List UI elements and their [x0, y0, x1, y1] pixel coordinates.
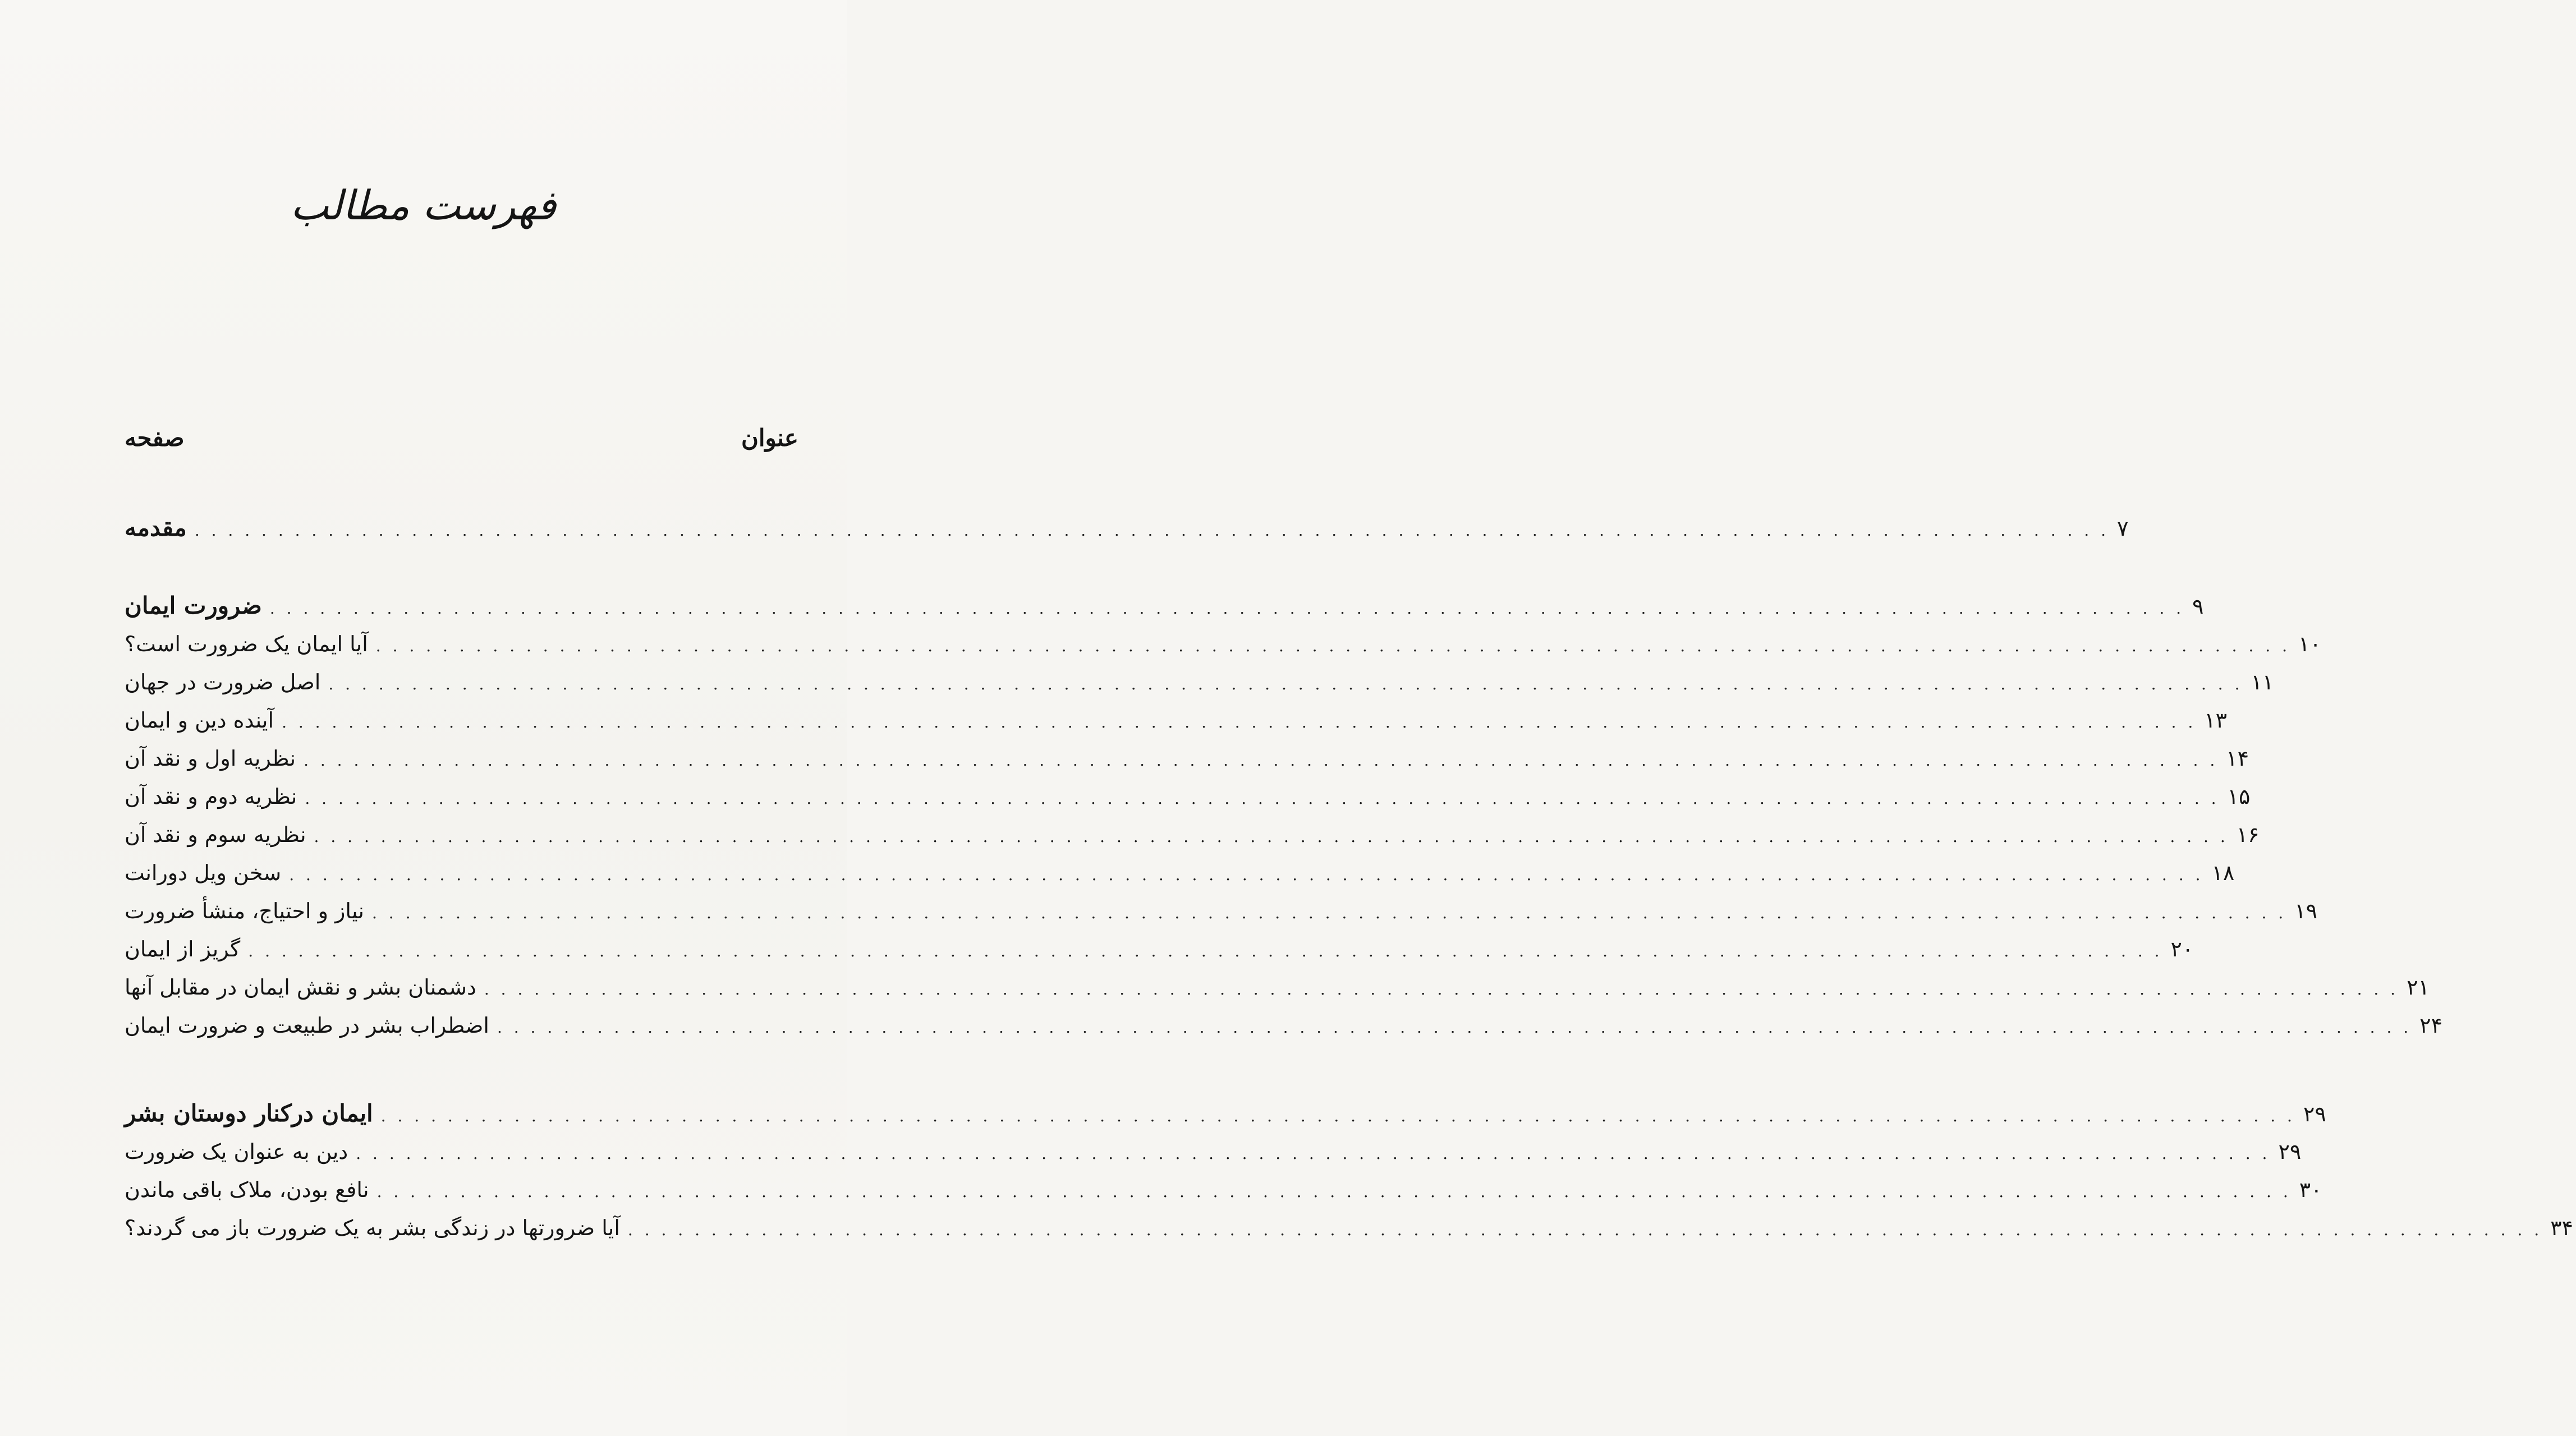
entry-page-number: ۷ [2117, 516, 2129, 541]
toc-entry [125, 1097, 2326, 1130]
toc-entry [125, 628, 2321, 660]
entry-page-number: ۳۴ [2550, 1216, 2573, 1240]
entry-page-number: ۱۴ [2226, 746, 2249, 771]
entry-title: گریز از ایمان [125, 937, 241, 961]
page-title: فهرست مطالب [290, 182, 557, 229]
toc-entry [125, 704, 2228, 737]
entry-title: نظریه دوم و نقد آن [125, 784, 297, 809]
toc-entry [125, 818, 2260, 851]
leader-dots: . . . . . . . . . . . . . . . . . . . . . . . . . . . . . . . . . . . . . . . . . . . . . . . . . . . . . . . . . . . . . . . . . . . . . . . . . . . . . . . . . . . . . . . . . . . . . . . . . . . . . . . . . . . . . . . . . . . [356, 1144, 2271, 1163]
entry-page-number: ۱۸ [2211, 860, 2235, 885]
entry-title: آیا ضرورتها در زندگی بشر به یک ضرورت باز می گردند؟ [125, 1216, 620, 1240]
entry-title: دین به عنوان یک ضرورت [125, 1139, 348, 1164]
toc-entry [125, 780, 2251, 813]
entry-page-number: ۲۴ [2419, 1013, 2442, 1038]
entry-title: اضطراب بشر در طبیعت و ضرورت ایمان [125, 1013, 489, 1038]
entry-title: دشمنان بشر و نقش ایمان در مقابل آنها [125, 975, 476, 1000]
entry-page-number: ۲۹ [2303, 1102, 2326, 1126]
leader-dots: . . . . . . . . . . . . . . . . . . . . . . . . . . . . . . . . . . . . . . . . . . . . . . . . . . . . . . . . . . . . . . . . . . . . . . . . . . . . . . . . . . . . . . . . . . . . . . . . . . . . . . . . . . . . . . . . . . . [269, 599, 2185, 618]
entry-page-number: ۱۳ [2204, 708, 2228, 733]
toc-entry [125, 1009, 2442, 1042]
entry-title: نظریه اول و نقد آن [125, 746, 296, 771]
leader-dots: . . . . . . . . . . . . . . . . . . . . . . . . . . . . . . . . . . . . . . . . . . . . . . . . . . . . . . . . . . . . . . . . . . . . . . . . . . . . . . . . . . . . . . . . . . . . . . . . . . . . . . . . . . . . . . . . . . . [484, 980, 2399, 998]
leader-dots: . . . . . . . . . . . . . . . . . . . . . . . . . . . . . . . . . . . . . . . . . . . . . . . . . . . . . . . . . . . . . . . . . . . . . . . . . . . . . . . . . . . . . . . . . . . . . . . . . . . . . . . . . . . . . . . . . . . [282, 713, 2197, 731]
column-heading-title: عنوان [741, 424, 798, 452]
leader-dots: . . . . . . . . . . . . . . . . . . . . . . . . . . . . . . . . . . . . . . . . . . . . . . . . . . . . . . . . . . . . . . . . . . . . . . . . . . . . . . . . . . . . . . . . . . . . . . . . . . . . . . . . . . . . . . . . . . . [375, 637, 2290, 655]
leader-dots: . . . . . . . . . . . . . . . . . . . . . . . . . . . . . . . . . . . . . . . . . . . . . . . . . . . . . . . . . . . . . . . . . . . . . . . . . . . . . . . . . . . . . . . . . . . . . . . . . . . . . . . . . . . . . . . . . . . [194, 521, 2110, 540]
entry-title: نظریه سوم و نقد آن [125, 822, 306, 847]
entry-page-number: ۱۹ [2294, 899, 2318, 923]
toc-entry [125, 1212, 2573, 1244]
leader-dots: . . . . . . . . . . . . . . . . . . . . . . . . . . . . . . . . . . . . . . . . . . . . . . . . . . . . . . . . . . . . . . . . . . . . . . . . . . . . . . . . . . . . . . . . . . . . . . . . . . . . . . . . . . . . . . . . . . . [304, 751, 2219, 770]
toc-entry [125, 742, 2249, 775]
entry-title: نافع بودن، ملاک باقی ماندن [125, 1177, 369, 1202]
toc-entry [125, 857, 2235, 889]
leader-dots: . . . . . . . . . . . . . . . . . . . . . . . . . . . . . . . . . . . . . . . . . . . . . . . . . . . . . . . . . . . . . . . . . . . . . . . . . . . . . . . . . . . . . . . . . . . . . . . . . . . . . . . . . . . . . . . . . . . [376, 1182, 2292, 1201]
entry-title: ضرورت ایمان [125, 592, 262, 619]
entry-page-number: ۲۹ [2278, 1139, 2302, 1164]
entry-page-number: ۹ [2192, 594, 2204, 619]
entry-title: آینده دین و ایمان [125, 708, 274, 733]
leader-dots: . . . . . . . . . . . . . . . . . . . . . . . . . . . . . . . . . . . . . . . . . . . . . . . . . . . . . . . . . . . . . . . . . . . . . . . . . . . . . . . . . . . . . . . . . . . . . . . . . . . . . . . . . . . . . . . . . . . [328, 675, 2243, 693]
entry-title: اصل ضرورت در جهان [125, 670, 321, 694]
leader-dots: . . . . . . . . . . . . . . . . . . . . . . . . . . . . . . . . . . . . . . . . . . . . . . . . . . . . . . . . . . . . . . . . . . . . . . . . . . . . . . . . . . . . . . . . . . . . . . . . . . . . . . . . . . . . . . . . . . . [289, 866, 2204, 884]
entry-title: آیا ایمان یک ضرورت است؟ [125, 632, 368, 656]
entry-page-number: ۲۰ [2170, 937, 2194, 961]
leader-dots: . . . . . . . . . . . . . . . . . . . . . . . . . . . . . . . . . . . . . . . . . . . . . . . . . . . . . . . . . . . . . . . . . . . . . . . . . . . . . . . . . . . . . . . . . . . . . . . . . . . . . . . . . . . . . . . . . . . [372, 904, 2287, 922]
leader-dots: . . . . . . . . . . . . . . . . . . . . . . . . . . . . . . . . . . . . . . . . . . . . . . . . . . . . . . . . . . . . . . . . . . . . . . . . . . . . . . . . . . . . . . . . . . . . . . . . . . . . . . . . . . . . . . . . . . . [627, 1221, 2543, 1239]
leader-dots: . . . . . . . . . . . . . . . . . . . . . . . . . . . . . . . . . . . . . . . . . . . . . . . . . . . . . . . . . . . . . . . . . . . . . . . . . . . . . . . . . . . . . . . . . . . . . . . . . . . . . . . . . . . . . . . . . . . [497, 1018, 2412, 1037]
entry-title: ایمان درکنار دوستان بشر [125, 1099, 373, 1127]
leader-dots: . . . . . . . . . . . . . . . . . . . . . . . . . . . . . . . . . . . . . . . . . . . . . . . . . . . . . . . . . . . . . . . . . . . . . . . . . . . . . . . . . . . . . . . . . . . . . . . . . . . . . . . . . . . . . . . . . . . [314, 827, 2229, 846]
leader-dots: . . . . . . . . . . . . . . . . . . . . . . . . . . . . . . . . . . . . . . . . . . . . . . . . . . . . . . . . . . . . . . . . . . . . . . . . . . . . . . . . . . . . . . . . . . . . . . . . . . . . . . . . . . . . . . . . . . . [380, 1107, 2295, 1125]
toc-entry [125, 971, 2430, 1004]
toc-entry [125, 590, 2204, 622]
entry-page-number: ۱۰ [2298, 632, 2321, 656]
entry-title: مقدمه [125, 514, 187, 541]
toc-entry [125, 933, 2194, 965]
entry-page-number: ۱۱ [2251, 670, 2274, 694]
toc-entry [125, 1173, 2322, 1206]
entry-page-number: ۳۰ [2299, 1177, 2322, 1202]
entry-page-number: ۱۵ [2227, 784, 2251, 809]
entry-title: نیاز و احتیاج، منشأ ضرورت [125, 899, 364, 923]
toc-entry [125, 895, 2318, 927]
entry-page-number: ۱۶ [2236, 822, 2260, 847]
leader-dots: . . . . . . . . . . . . . . . . . . . . . . . . . . . . . . . . . . . . . . . . . . . . . . . . . . . . . . . . . . . . . . . . . . . . . . . . . . . . . . . . . . . . . . . . . . . . . . . . . . . . . . . . . . . . . . . . . . . [305, 789, 2220, 808]
entry-title: سخن ویل دورانت [125, 860, 282, 885]
toc-entry [125, 512, 2129, 544]
column-heading-page: صفحه [125, 424, 185, 452]
toc-entry [125, 666, 2274, 698]
toc-entry [125, 1135, 2302, 1168]
entry-page-number: ۲۱ [2407, 975, 2430, 1000]
leader-dots: . . . . . . . . . . . . . . . . . . . . . . . . . . . . . . . . . . . . . . . . . . . . . . . . . . . . . . . . . . . . . . . . . . . . . . . . . . . . . . . . . . . . . . . . . . . . . . . . . . . . . . . . . . . . . . . . . . . [248, 942, 2163, 960]
